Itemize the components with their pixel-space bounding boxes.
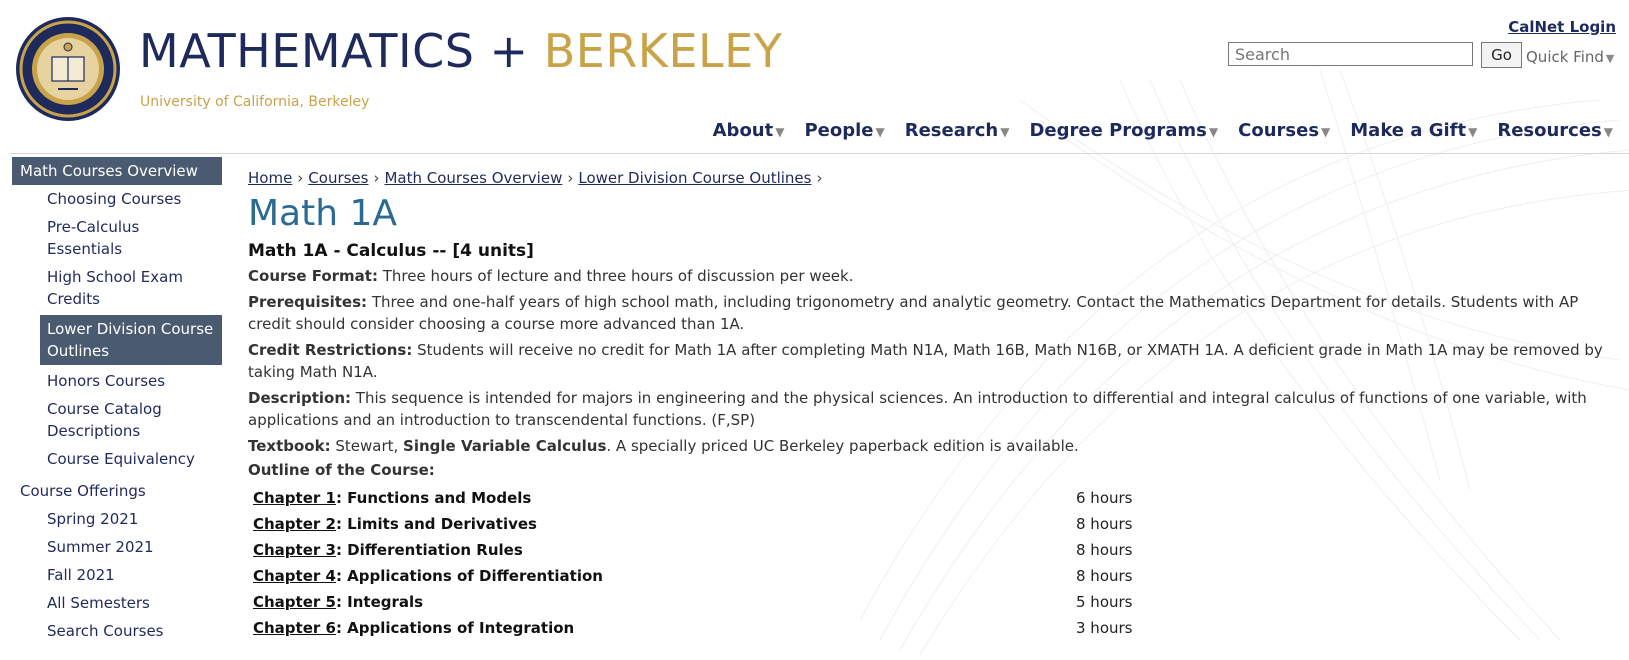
nav-item-label: Degree Programs — [1029, 120, 1207, 141]
chapter-title: : Functions and Models — [335, 489, 532, 507]
breadcrumb-separator: › — [816, 169, 823, 187]
nav-item-about[interactable] — [713, 120, 785, 141]
chapter-hours: 5 hours — [1076, 593, 1133, 611]
sidebar-submenu-offerings — [12, 505, 222, 645]
credit-restrictions-label: Credit Restrictions: — [248, 341, 413, 359]
dropdown-arrow-icon: ▼ — [1603, 125, 1613, 139]
site-title[interactable] — [139, 22, 782, 80]
nav-item-label: Courses — [1238, 120, 1320, 141]
calnet-login-link[interactable]: CalNet Login — [1508, 18, 1616, 36]
dropdown-arrow-icon: ▼ — [1605, 52, 1615, 65]
breadcrumb-separator: › — [373, 169, 380, 187]
header-divider — [10, 153, 1629, 154]
dropdown-arrow-icon: ▼ — [875, 125, 885, 139]
sidebar-item-search-courses[interactable]: Search Courses — [47, 622, 164, 640]
outline-heading: Outline of the Course: — [248, 461, 435, 479]
course-title: Math 1A - Calculus -- [4 units] — [248, 241, 534, 261]
course-format-text: Three hours of lecture and three hours of discussion per week. — [377, 267, 854, 285]
dropdown-arrow-icon: ▼ — [1208, 125, 1219, 139]
sidebar-heading-math-courses-overview[interactable]: Math Courses Overview — [12, 157, 222, 185]
description-label: Description: — [248, 389, 352, 407]
chapter-4-link[interactable]: Chapter 4 — [253, 567, 336, 585]
chapter-title: : Applications of Differentiation — [335, 567, 603, 585]
chapter-title: : Limits and Derivatives — [335, 515, 537, 533]
site-subtitle[interactable]: University of California, Berkeley — [140, 94, 370, 110]
chapter-6-link[interactable]: Chapter 6 — [253, 619, 336, 637]
breadcrumb-courses[interactable]: Courses — [308, 169, 369, 187]
nav-item-label: Make a Gift — [1350, 120, 1467, 141]
textbook-title: Single Variable Calculus — [403, 437, 607, 455]
sidebar-item-fall-2021[interactable]: Fall 2021 — [47, 566, 115, 584]
dropdown-arrow-icon: ▼ — [775, 125, 785, 139]
description — [248, 387, 1618, 431]
sidebar-submenu — [12, 185, 222, 473]
sidebar-item-all-semesters[interactable]: All Semesters — [47, 594, 150, 612]
breadcrumb-math-courses-overview[interactable]: Math Courses Overview — [384, 169, 563, 187]
credit-restrictions-text: Students will receive no credit for Math 1A after completing Math N1A, Math 16B, Math N16B, or XMATH 1A. A deficient grade in Math 1A may be removed by taking Math N1A. — [248, 341, 1603, 381]
course-format-label: Course Format: — [248, 267, 378, 285]
sidebar-item-course-equivalency[interactable]: Course Equivalency — [47, 450, 195, 468]
chapter-row — [248, 511, 1618, 537]
nav-item-label: Resources — [1497, 120, 1602, 141]
chapter-name — [253, 511, 1076, 537]
chapter-hours: 8 hours — [1076, 515, 1133, 533]
prerequisites-text: Three and one-half years of high school math, including trigonometry and analytic geometry. Contact the Mathematics Department for details. Students with AP credit should consider choosing a course more advanced than 1A. — [248, 293, 1579, 333]
textbook-label: Textbook: — [248, 437, 331, 455]
dropdown-arrow-icon: ▼ — [1468, 125, 1478, 139]
textbook-author: Stewart, — [330, 437, 404, 455]
sidebar-item-honors-courses[interactable]: Honors Courses — [47, 372, 166, 390]
breadcrumb-separator: › — [297, 169, 304, 187]
nav-item-degree-programs[interactable] — [1029, 120, 1218, 141]
textbook-rest: . A specially priced UC Berkeley paperback edition is available. — [606, 437, 1079, 455]
chapter-title: : Applications of Integration — [335, 619, 575, 637]
nav-item-resources[interactable] — [1497, 120, 1613, 141]
chapter-hours: 8 hours — [1076, 541, 1133, 559]
search-go-button[interactable]: Go — [1481, 42, 1522, 68]
breadcrumb-home[interactable]: Home — [248, 169, 293, 187]
chapter-row — [248, 589, 1618, 615]
sidebar-item-course-catalog-descriptions[interactable]: Course Catalog Descriptions — [47, 400, 162, 440]
chapter-name — [253, 537, 1076, 563]
nav-item-label: About — [712, 120, 774, 141]
dropdown-arrow-icon: ▼ — [1321, 125, 1331, 139]
sidebar — [12, 157, 222, 645]
chapter-hours: 3 hours — [1076, 619, 1133, 637]
nav-item-label: Research — [904, 120, 999, 141]
nav-item-courses[interactable] — [1238, 120, 1330, 141]
prerequisites — [248, 291, 1618, 335]
chapter-row — [248, 563, 1618, 589]
breadcrumb — [248, 165, 1618, 191]
chapter-3-link[interactable]: Chapter 3 — [253, 541, 336, 559]
dropdown-arrow-icon: ▼ — [1000, 125, 1010, 139]
chapter-1-link[interactable]: Chapter 1 — [253, 489, 336, 507]
quick-find-dropdown[interactable] — [1526, 48, 1614, 66]
nav-item-people[interactable] — [804, 120, 884, 141]
chapter-row — [248, 615, 1618, 641]
sidebar-section-course-offerings[interactable]: Course Offerings — [20, 482, 146, 500]
credit-restrictions — [248, 339, 1618, 383]
chapter-hours: 8 hours — [1076, 567, 1133, 585]
chapter-name — [253, 615, 1076, 641]
course-format — [248, 265, 1618, 287]
description-text: This sequence is intended for majors in engineering and the physical sciences. An introduction to differential and integral calculus of functions of one variable, with applications and an introduction to transcendental functions. (F,SP) — [248, 389, 1587, 429]
chapter-title: : Differentiation Rules — [335, 541, 523, 559]
site-title-plus: + — [489, 24, 529, 78]
site-title-mathematics: MATHEMATICS — [139, 24, 475, 78]
chapter-5-link[interactable]: Chapter 5 — [253, 593, 336, 611]
prerequisites-label: Prerequisites: — [248, 293, 368, 311]
main-nav — [713, 120, 1613, 141]
nav-item-label: People — [804, 120, 874, 141]
breadcrumb-lower-division-course-outlines[interactable]: Lower Division Course Outlines — [578, 169, 812, 187]
sidebar-item-lower-division-course-outlines[interactable]: Lower Division Course Outlines — [40, 315, 222, 365]
sidebar-item-pre-calculus-essentials[interactable]: Pre-Calculus Essentials — [47, 218, 140, 258]
sidebar-item-high-school-exam-credits[interactable]: High School Exam Credits — [47, 268, 183, 308]
nav-item-make-a-gift[interactable] — [1350, 120, 1477, 141]
main-content — [248, 165, 1618, 641]
chapter-hours: 6 hours — [1076, 489, 1133, 507]
nav-item-research[interactable] — [905, 120, 1010, 141]
page-title: Math 1A — [248, 193, 398, 234]
uc-seal-logo — [14, 15, 122, 123]
sidebar-item-summer-2021[interactable]: Summer 2021 — [47, 538, 154, 556]
sidebar-item-choosing-courses[interactable]: Choosing Courses — [47, 190, 182, 208]
chapter-row — [248, 485, 1618, 511]
breadcrumb-separator: › — [567, 169, 574, 187]
search-input[interactable] — [1228, 42, 1473, 66]
site-title-berkeley: BERKELEY — [543, 24, 783, 78]
chapter-2-link[interactable]: Chapter 2 — [253, 515, 336, 533]
chapter-name — [253, 589, 1076, 615]
chapter-row — [248, 537, 1618, 563]
quick-find-label: Quick Find — [1526, 48, 1604, 66]
textbook — [248, 435, 1618, 457]
chapter-list — [248, 485, 1618, 641]
chapter-title: : Integrals — [335, 593, 424, 611]
chapter-name — [253, 563, 1076, 589]
sidebar-item-spring-2021[interactable]: Spring 2021 — [47, 510, 139, 528]
chapter-name — [253, 485, 1076, 511]
